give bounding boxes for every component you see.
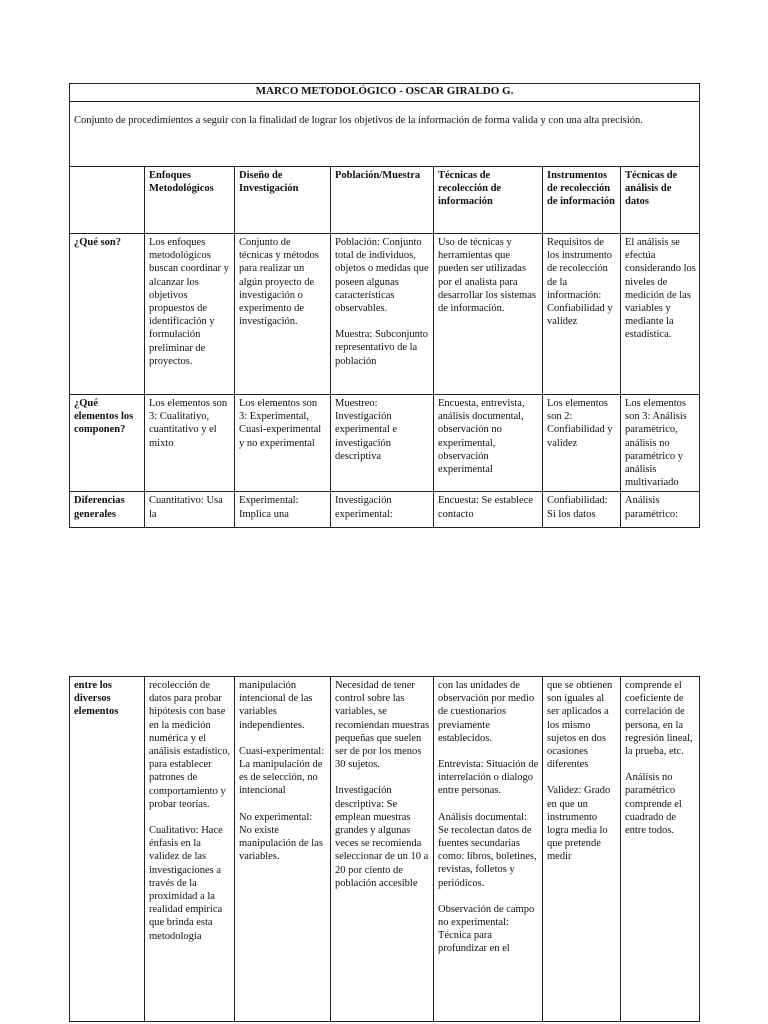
row-label: Diferencias generales bbox=[70, 492, 145, 528]
header-cell: Técnicas de análisis de datos bbox=[621, 167, 700, 234]
table-cell bbox=[543, 492, 621, 528]
cell-paragraph: Observación de campo no experimental: Técnica para profundizar en el bbox=[438, 903, 535, 955]
table-cell bbox=[145, 395, 235, 492]
cell-paragraph: Encuesta: Se establece contacto bbox=[438, 495, 534, 520]
table-cell bbox=[145, 492, 235, 528]
cell-paragraph: que se obtienen son iguales al ser aplicados a los mismo sujetos en dos ocasiones diferentes bbox=[547, 680, 613, 771]
cell-paragraph: comprende el coeficiente de correlación de persona, en la regresión lineal, la prueba, etc. bbox=[625, 680, 693, 758]
table-cell bbox=[331, 677, 434, 1022]
methodology-table-continued bbox=[69, 676, 700, 1022]
table-cell bbox=[621, 234, 700, 395]
document-title: MARCO METODOLÓGICO - OSCAR GIRALDO G. bbox=[70, 84, 700, 102]
table-cell bbox=[145, 677, 235, 1022]
cell-paragraph: recolección de datos para probar hipótesis con base en la medición numérica y el análisis estadístico, para establecer patrones de comportamiento y probar teorías. bbox=[149, 680, 231, 810]
cell-paragraph: Encuesta, entrevista, análisis documental, observación no experimental, observación experimental bbox=[438, 398, 525, 476]
cell-paragraph: Investigación experimental: bbox=[335, 495, 393, 520]
cell-paragraph: Entrevista: Situación de interrelación o dialogo entre personas. bbox=[438, 759, 539, 797]
cell-paragraph: Requisitos de los instrumento de recolección de la información: Confiabilidad y validez bbox=[547, 237, 613, 328]
header-cell: Diseño de Investigación bbox=[235, 167, 331, 234]
cell-paragraph: El análisis se efectúa considerando los niveles de medición de las variables y mediante la estadística. bbox=[625, 237, 696, 341]
cell-paragraph: Uso de técnicas y herramientas que pueden ser utilizadas por el analista para desarrollar los sistemas de información. bbox=[438, 237, 536, 315]
cell-paragraph: Investigación descriptiva: Se emplean muestras grandes y algunas veces se recomienda seleccionar de un 10 a 20 por ciento de población accesible bbox=[335, 785, 429, 889]
cell-paragraph: Los elementos son 3: Cualitativo, cuantitativo y el mixto bbox=[149, 398, 228, 449]
page-two bbox=[69, 676, 699, 1022]
table-cell bbox=[543, 395, 621, 492]
cell-paragraph: Confiabilidad: Si los datos bbox=[547, 495, 608, 520]
cell-paragraph: Análisis paramétrico: bbox=[625, 495, 679, 520]
cell-paragraph: Cuantitativo: Usa la bbox=[149, 495, 223, 520]
cell-paragraph: Muestreo: Investigación experimental e investigación descriptiva bbox=[335, 398, 398, 462]
cell-paragraph: Los elementos son 3: Análisis paramétrico, análisis no paramétrico y análisis multivariado bbox=[625, 398, 687, 489]
table-cell bbox=[331, 395, 434, 492]
cell-paragraph: manipulación intencional de las variables independientes. bbox=[239, 680, 313, 731]
table-cell bbox=[235, 395, 331, 492]
header-row bbox=[70, 167, 700, 234]
intro-text: Conjunto de procedimientos a seguir con la finalidad de lograr los objetivos de la información de forma valida y con una alta precisión. bbox=[70, 102, 700, 167]
table-cell bbox=[235, 234, 331, 395]
table-cell bbox=[235, 677, 331, 1022]
table-cell bbox=[543, 234, 621, 395]
table-cell bbox=[434, 234, 543, 395]
table-cell bbox=[331, 234, 434, 395]
cell-paragraph: Conjunto de técnicas y métodos para realizar un algún proyecto de investigación o experimento de investigación. bbox=[239, 237, 319, 328]
table-cell bbox=[621, 677, 700, 1022]
table-cell bbox=[145, 234, 235, 395]
header-cell: Técnicas de recolección de información bbox=[434, 167, 543, 234]
table-cell bbox=[621, 492, 700, 528]
cell-paragraph: Cuasi-experimental: La manipulación de es de selección, no intencional bbox=[239, 745, 325, 797]
row-label: entre los diversos elementos bbox=[70, 677, 145, 1022]
row-label: ¿Qué elementos los componen? bbox=[70, 395, 145, 492]
cell-paragraph: Necesidad de tener control sobre las variables, se recomiendan muestras pequeñas que suelen ser de por los menos 30 sujetos. bbox=[335, 680, 430, 771]
table-row bbox=[70, 234, 700, 395]
table-cell bbox=[434, 677, 543, 1022]
table-cell bbox=[621, 395, 700, 492]
header-cell: Enfoques Metodológicos bbox=[145, 167, 235, 234]
cell-paragraph: con las unidades de observación por medio de cuestionarios previamente establecidos. bbox=[438, 680, 535, 744]
table-cell bbox=[434, 395, 543, 492]
cell-paragraph: Análisis no paramétrico comprende el cuadrado de entre todos. bbox=[625, 772, 682, 837]
table-cell bbox=[434, 492, 543, 528]
page-one bbox=[69, 83, 699, 528]
cell-paragraph: Análisis documental: Se recolectan datos de fuentes secundarias como: libros, boletines, revistas, folletos y periódicos. bbox=[438, 811, 537, 889]
table-cell bbox=[331, 492, 434, 528]
row-label: ¿Qué son? bbox=[70, 234, 145, 395]
table-row bbox=[70, 677, 700, 1022]
header-cell: Población/Muestra bbox=[331, 167, 434, 234]
cell-paragraph: Los elementos son 3: Experimental, Cuasi-experimental y no experimental bbox=[239, 398, 322, 449]
cell-paragraph: Cualitativo: Hace énfasis en la validez de las investigaciones a través de la proximidad a la realidad empírica que brinda esta metodología bbox=[149, 825, 223, 942]
header-cell: Instrumentos de recolección de información bbox=[543, 167, 621, 234]
cell-paragraph: Población: Conjunto total de individuos, objetos o medidas que poseen algunas características observables. bbox=[335, 237, 429, 315]
table-row bbox=[70, 395, 700, 492]
cell-paragraph: No experimental: No existe manipulación de las variables. bbox=[239, 811, 323, 863]
table-cell bbox=[235, 492, 331, 528]
table-row bbox=[70, 492, 700, 528]
cell-paragraph: Muestra: Subconjunto representativo de la población bbox=[335, 329, 429, 367]
cell-paragraph: Los elementos son 2: Confiabilidad y validez bbox=[547, 398, 613, 449]
cell-paragraph: Los enfoques metodológicos buscan coordinar y alcanzar los objetivos propuestos de identificación y formulación preliminar de proyectos. bbox=[149, 237, 229, 367]
header-cell bbox=[70, 167, 145, 234]
methodology-table bbox=[69, 83, 700, 528]
cell-paragraph: Validez: Grado en que un instrumento logra media lo que pretende medir bbox=[547, 785, 611, 863]
table-cell bbox=[543, 677, 621, 1022]
cell-paragraph: Experimental: Implica una bbox=[239, 495, 299, 520]
